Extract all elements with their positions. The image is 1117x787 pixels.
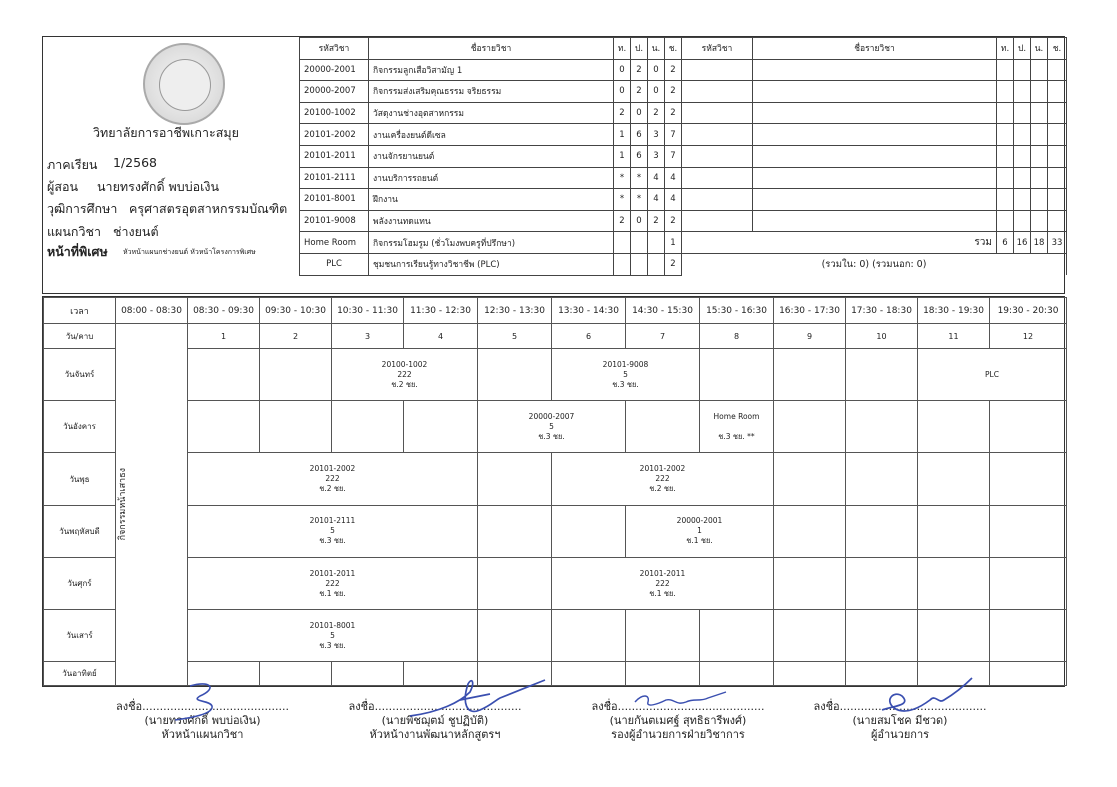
col-header-credit: น. xyxy=(1031,38,1048,60)
class-room: 5 xyxy=(549,421,554,431)
class-code: 20101-8001 xyxy=(309,620,356,630)
special-duty-value: หัวหน้าแผนกช่างยนต์ หัวหน้าโครงการพิเศษ xyxy=(123,248,256,256)
col-header-practice: ป. xyxy=(631,38,648,60)
teacher-value: นายทรงศักดิ์ พบบ่อเงิน xyxy=(97,179,220,194)
signer-title: รองผู้อำนวยการฝ่ายวิชาการ xyxy=(611,728,745,741)
subject-code: PLC xyxy=(300,253,369,275)
subject-hours: 2 xyxy=(665,81,682,103)
handwritten-signature-2 xyxy=(400,672,550,722)
subject-hours: 2 xyxy=(665,253,682,275)
qualification-value: ครุศาสตรอุตสาหกรรมบัณฑิต xyxy=(129,201,288,216)
empty-cell xyxy=(774,401,846,453)
period-number: 2 xyxy=(260,324,332,349)
subject-credit: 3 xyxy=(648,145,665,167)
empty-subject-row xyxy=(682,189,1067,211)
class-code: 20100-1002 xyxy=(381,359,428,369)
period-number: 10 xyxy=(846,324,918,349)
empty-cell xyxy=(990,505,1067,557)
signature-block-curriculum-head: ลงชื่อ.......................................... (นายพิชฌุตม์ ชูปฏิบัติ) หัวหน้างานพัฒนาหลักสูตรฯ xyxy=(340,700,530,742)
class-block xyxy=(188,557,478,609)
subject-hours: 2 xyxy=(665,102,682,124)
subject-row xyxy=(300,210,682,232)
sign-label: ลงชื่อ xyxy=(348,700,375,713)
period-number: 9 xyxy=(774,324,846,349)
qualification-label: วุฒิการศึกษา xyxy=(47,201,118,216)
empty-cell xyxy=(260,662,332,686)
signer-title: หัวหน้างานพัฒนาหลักสูตรฯ xyxy=(369,728,501,741)
weekly-schedule xyxy=(42,296,1065,687)
signer-name: (นายสมโชค มีชวด) xyxy=(852,714,948,727)
day-label: วันศุกร์ xyxy=(44,557,116,609)
empty-cell xyxy=(700,610,774,662)
day-label: วันอาทิตย์ xyxy=(44,662,116,686)
empty-cell xyxy=(552,505,626,557)
class-block xyxy=(188,453,478,505)
subject-code: 20101-2002 xyxy=(300,124,369,146)
subject-name: งานจักรยานยนต์ xyxy=(369,145,614,167)
timetable-header xyxy=(42,36,1065,294)
period-number: 3 xyxy=(332,324,404,349)
class-group: ช.3 ชย. xyxy=(319,536,346,546)
subject-row xyxy=(300,232,682,254)
empty-cell xyxy=(990,453,1067,505)
time-row xyxy=(44,298,1067,324)
subject-credit: 2 xyxy=(648,210,665,232)
subject-hours: 7 xyxy=(665,145,682,167)
signature-block-director: ลงชื่อ.......................................... (นายสมโชค มีชวด) ผู้อำนวยการ xyxy=(810,700,990,742)
empty-cell xyxy=(700,662,774,686)
period-label: วัน/คาบ xyxy=(44,324,116,349)
period-number: 6 xyxy=(552,324,626,349)
subject-name: งานบริการรถยนต์ xyxy=(369,167,614,189)
col-header-code: รหัสวิชา xyxy=(300,38,369,60)
signer-name: (นายกันตเมศฐ์ สุทธิธารีพงศ์) xyxy=(609,714,747,727)
empty-cell xyxy=(774,662,846,686)
class-block xyxy=(626,505,774,557)
semester-label: ภาคเรียน xyxy=(47,157,98,172)
subject-credit xyxy=(648,253,665,275)
subject-hours: 7 xyxy=(665,124,682,146)
day-row-thursday xyxy=(44,505,1067,557)
subject-row xyxy=(300,59,682,81)
period-number: 4 xyxy=(404,324,478,349)
empty-cell xyxy=(846,610,918,662)
signer-name: (นายพิชฌุตม์ ชูปฏิบัติ) xyxy=(381,714,489,727)
subject-credit: 0 xyxy=(648,81,665,103)
day-row-wednesday xyxy=(44,453,1067,505)
class-code: Home Room xyxy=(713,411,760,421)
empty-cell xyxy=(260,349,332,401)
total-row xyxy=(682,232,1067,254)
subject-name: กิจกรรมลูกเสือวิสามัญ 1 xyxy=(369,59,614,81)
subject-theory: 2 xyxy=(614,210,631,232)
day-label: วันเสาร์ xyxy=(44,610,116,662)
sign-label: ลงชื่อ xyxy=(813,700,840,713)
subject-theory: * xyxy=(614,167,631,189)
subject-credit: 0 xyxy=(648,59,665,81)
subject-hours: 2 xyxy=(665,59,682,81)
subject-credit: 2 xyxy=(648,102,665,124)
time-slot: 13:30 - 14:30 xyxy=(552,298,626,324)
empty-cell xyxy=(918,505,990,557)
col-header-hours: ช. xyxy=(665,38,682,60)
handwritten-signature-3 xyxy=(630,690,730,715)
subject-code: Home Room xyxy=(300,232,369,254)
empty-subject-row xyxy=(682,81,1067,103)
class-room: 222 xyxy=(397,369,412,379)
class-room: 5 xyxy=(623,369,628,379)
subject-credit: 3 xyxy=(648,124,665,146)
subject-code: 20101-9008 xyxy=(300,210,369,232)
time-slot: 14:30 - 15:30 xyxy=(626,298,700,324)
class-block xyxy=(188,505,478,557)
time-slot: 08:00 - 08:30 xyxy=(116,298,188,324)
sign-label: ลงชื่อ xyxy=(115,700,143,713)
col-header-hours: ช. xyxy=(1048,38,1067,60)
time-slot: 15:30 - 16:30 xyxy=(700,298,774,324)
period-number: 1 xyxy=(188,324,260,349)
handwritten-signature-1 xyxy=(170,678,240,723)
class-block xyxy=(552,557,774,609)
empty-cell xyxy=(626,610,700,662)
flag-activity-cell xyxy=(116,324,188,686)
period-number: 8 xyxy=(700,324,774,349)
col-header-name: ชื่อรายวิชา xyxy=(753,38,997,60)
class-block xyxy=(332,349,478,401)
empty-cell xyxy=(846,401,918,453)
subject-row xyxy=(300,167,682,189)
flag-activity-label: กิจกรรมหน้าเสาธง xyxy=(118,468,128,541)
empty-cell xyxy=(552,662,626,686)
class-group: ช.3 ชย. xyxy=(538,431,565,441)
empty-cell xyxy=(478,610,552,662)
time-slot: 16:30 - 17:30 xyxy=(774,298,846,324)
subject-theory xyxy=(614,232,631,254)
signer-title: ผู้อำนวยการ xyxy=(870,728,930,741)
subject-row xyxy=(300,102,682,124)
department-value: ช่างยนต์ xyxy=(113,224,159,239)
empty-cell xyxy=(918,401,990,453)
hours-summary: (รวมใน: 0) (รวมนอก: 0) xyxy=(682,253,1067,274)
total-label: รวม xyxy=(682,232,997,254)
department-label: แผนกวิชา xyxy=(47,224,102,239)
signature-block-department-head: ลงชื่อ.......................................... (นายทรงศักดิ์ พบบ่อเงิน) หัวหน้าแผนกวิชา xyxy=(110,700,295,742)
class-group: ช.2 ชย. xyxy=(391,379,418,389)
subject-code: 20000-2007 xyxy=(300,81,369,103)
subject-name: ฝึกงาน xyxy=(369,189,614,211)
class-code: 20101-9008 xyxy=(602,359,649,369)
subject-name: กิจกรรมส่งเสริมคุณธรรม จริยธรรม xyxy=(369,81,614,103)
empty-cell xyxy=(478,453,552,505)
subject-name: พลังงานทดแทน xyxy=(369,210,614,232)
class-block xyxy=(478,401,626,453)
period-number: 11 xyxy=(918,324,990,349)
handwritten-signature-4 xyxy=(872,676,977,721)
class-room: 222 xyxy=(655,578,670,588)
subject-practice: * xyxy=(631,189,648,211)
empty-cell xyxy=(260,401,332,453)
college-name: วิทยาลัยการอาชีพเกาะสมุย xyxy=(93,125,239,140)
subject-theory: 0 xyxy=(614,59,631,81)
empty-subject-row xyxy=(682,59,1067,81)
signer-title: หัวหน้าแผนกวิชา xyxy=(161,728,244,741)
class-code: 20000-2001 xyxy=(676,516,723,526)
empty-cell xyxy=(846,505,918,557)
empty-cell xyxy=(552,610,626,662)
subject-theory xyxy=(614,253,631,275)
period-number: 12 xyxy=(990,324,1067,349)
day-row-friday xyxy=(44,557,1067,609)
subject-name: กิจกรรมโฮมรูม (ชั่วโมงพบครูที่ปรึกษา) xyxy=(369,232,614,254)
subject-practice xyxy=(631,253,648,275)
empty-cell xyxy=(478,505,552,557)
empty-cell xyxy=(774,453,846,505)
subject-theory: 2 xyxy=(614,102,631,124)
col-header-practice: ป. xyxy=(1014,38,1031,60)
col-header-credit: น. xyxy=(648,38,665,60)
total-credit: 18 xyxy=(1031,232,1048,254)
empty-cell xyxy=(990,557,1067,609)
day-label: วันจันทร์ xyxy=(44,349,116,401)
schedule-table xyxy=(43,297,1067,686)
class-code: 20101-2111 xyxy=(309,516,356,526)
class-block xyxy=(188,610,478,662)
subject-theory: * xyxy=(614,189,631,211)
class-group: ช.1 ชย. xyxy=(686,536,713,546)
subject-hours: 4 xyxy=(665,167,682,189)
class-code: 20000-2007 xyxy=(528,411,575,421)
subject-theory: 0 xyxy=(614,81,631,103)
subject-row xyxy=(300,253,682,275)
class-group: ช.2 ชย. xyxy=(649,484,676,494)
class-room: 5 xyxy=(330,630,335,640)
class-block xyxy=(552,349,700,401)
class-code: 20101-2011 xyxy=(639,568,686,578)
empty-cell xyxy=(846,453,918,505)
subject-practice: 2 xyxy=(631,59,648,81)
day-row-monday xyxy=(44,349,1067,401)
empty-cell xyxy=(774,610,846,662)
total-hours: 33 xyxy=(1048,232,1067,254)
day-label: วันอังคาร xyxy=(44,401,116,453)
period-number: 5 xyxy=(478,324,552,349)
col-header-code: รหัสวิชา xyxy=(682,38,753,60)
subject-code: 20000-2001 xyxy=(300,59,369,81)
semester-value: 1/2568 xyxy=(113,155,157,170)
day-row-saturday xyxy=(44,610,1067,662)
subject-table-right xyxy=(681,37,1067,275)
special-duty-label: หน้าที่พิเศษ xyxy=(47,244,108,259)
class-room: 222 xyxy=(325,474,340,484)
subject-row xyxy=(300,189,682,211)
subject-table-left xyxy=(299,37,682,276)
empty-cell xyxy=(918,453,990,505)
empty-cell xyxy=(990,401,1067,453)
period-number: 7 xyxy=(626,324,700,349)
subject-credit: 4 xyxy=(648,167,665,189)
class-code: 20101-2002 xyxy=(639,464,686,474)
subject-hours: 2 xyxy=(665,210,682,232)
empty-cell xyxy=(626,662,700,686)
class-group: ช.2 ชย. xyxy=(319,484,346,494)
class-group: ช.3 ชย. xyxy=(319,640,346,650)
signer-name: (นายทรงศักดิ์ พบบ่อเงิน) xyxy=(144,714,261,727)
class-room: 222 xyxy=(325,578,340,588)
signature-block-deputy-director: ลงชื่อ.......................................... (นายกันตเมศฐ์ สุทธิธารีพงศ์) รองผู้อำนวยการฝ่ายวิชาการ xyxy=(578,700,778,742)
time-slot: 10:30 - 11:30 xyxy=(332,298,404,324)
period-row xyxy=(44,324,1067,349)
empty-cell xyxy=(188,349,260,401)
class-group: ช.3 ชย. xyxy=(612,379,639,389)
empty-cell xyxy=(846,349,918,401)
empty-cell xyxy=(774,557,846,609)
class-block xyxy=(700,401,774,453)
class-group: ช.1 ชย. xyxy=(649,588,676,598)
subject-name: วัสดุงานช่างอุตสาหกรรม xyxy=(369,102,614,124)
subject-hours: 4 xyxy=(665,189,682,211)
subject-code: 20101-8001 xyxy=(300,189,369,211)
subject-hours: 1 xyxy=(665,232,682,254)
subject-credit: 4 xyxy=(648,189,665,211)
subject-theory: 1 xyxy=(614,145,631,167)
empty-cell xyxy=(846,557,918,609)
empty-cell xyxy=(774,349,846,401)
subject-practice: 0 xyxy=(631,210,648,232)
subject-practice: 2 xyxy=(631,81,648,103)
empty-cell xyxy=(404,401,478,453)
subject-practice xyxy=(631,232,648,254)
day-label: วันพุธ xyxy=(44,453,116,505)
subject-practice: 0 xyxy=(631,102,648,124)
subject-credit xyxy=(648,232,665,254)
class-code: 20101-2002 xyxy=(309,464,356,474)
col-header-theory: ท. xyxy=(614,38,631,60)
empty-cell xyxy=(918,610,990,662)
subject-practice: 6 xyxy=(631,124,648,146)
empty-cell xyxy=(478,557,552,609)
empty-cell xyxy=(332,401,404,453)
empty-subject-row xyxy=(682,124,1067,146)
subject-table-header xyxy=(682,38,1067,60)
college-seal-icon xyxy=(143,43,225,125)
subject-name: งานเครื่องยนต์ดีเซล xyxy=(369,124,614,146)
sign-label: ลงชื่อ xyxy=(591,700,618,713)
class-block xyxy=(918,349,1067,401)
subject-practice: * xyxy=(631,167,648,189)
subject-theory: 1 xyxy=(614,124,631,146)
col-header-name: ชื่อรายวิชา xyxy=(369,38,614,60)
empty-cell xyxy=(626,401,700,453)
class-group: ช.1 ชย. xyxy=(319,588,346,598)
subject-table-header xyxy=(300,38,682,60)
subject-practice: 6 xyxy=(631,145,648,167)
summary-row xyxy=(682,253,1067,274)
empty-subject-row xyxy=(682,167,1067,189)
empty-cell xyxy=(990,662,1067,686)
empty-cell xyxy=(188,401,260,453)
col-header-theory: ท. xyxy=(997,38,1014,60)
subject-row xyxy=(300,145,682,167)
subject-code: 20101-2011 xyxy=(300,145,369,167)
time-slot: 08:30 - 09:30 xyxy=(188,298,260,324)
teacher-label: ผู้สอน xyxy=(47,179,79,194)
time-slot: 17:30 - 18:30 xyxy=(846,298,918,324)
class-room: 1 xyxy=(697,526,702,536)
time-slot: 11:30 - 12:30 xyxy=(404,298,478,324)
empty-cell xyxy=(990,610,1067,662)
subject-code: 20101-2111 xyxy=(300,167,369,189)
total-theory: 6 xyxy=(997,232,1014,254)
class-room: 222 xyxy=(655,474,670,484)
time-label: เวลา xyxy=(44,298,116,324)
class-group: ช.3 ชย. ** xyxy=(718,431,755,441)
day-row-tuesday xyxy=(44,401,1067,453)
day-label: วันพฤหัสบดี xyxy=(44,505,116,557)
class-code: 20101-2011 xyxy=(309,568,356,578)
subject-row xyxy=(300,81,682,103)
total-practice: 16 xyxy=(1014,232,1031,254)
empty-subject-row xyxy=(682,102,1067,124)
subject-code: 20100-1002 xyxy=(300,102,369,124)
time-slot: 18:30 - 19:30 xyxy=(918,298,990,324)
empty-cell xyxy=(332,662,404,686)
class-code: PLC xyxy=(985,369,999,379)
empty-cell xyxy=(918,557,990,609)
time-slot: 19:30 - 20:30 xyxy=(990,298,1067,324)
class-room: 5 xyxy=(330,526,335,536)
empty-subject-row xyxy=(682,145,1067,167)
empty-cell xyxy=(478,349,552,401)
empty-cell xyxy=(700,349,774,401)
time-slot: 12:30 - 13:30 xyxy=(478,298,552,324)
class-block xyxy=(552,453,774,505)
time-slot: 09:30 - 10:30 xyxy=(260,298,332,324)
empty-subject-row xyxy=(682,210,1067,232)
subject-name: ชุมชนการเรียนรู้ทางวิชาชีพ (PLC) xyxy=(369,253,614,275)
empty-cell xyxy=(774,505,846,557)
subject-row xyxy=(300,124,682,146)
